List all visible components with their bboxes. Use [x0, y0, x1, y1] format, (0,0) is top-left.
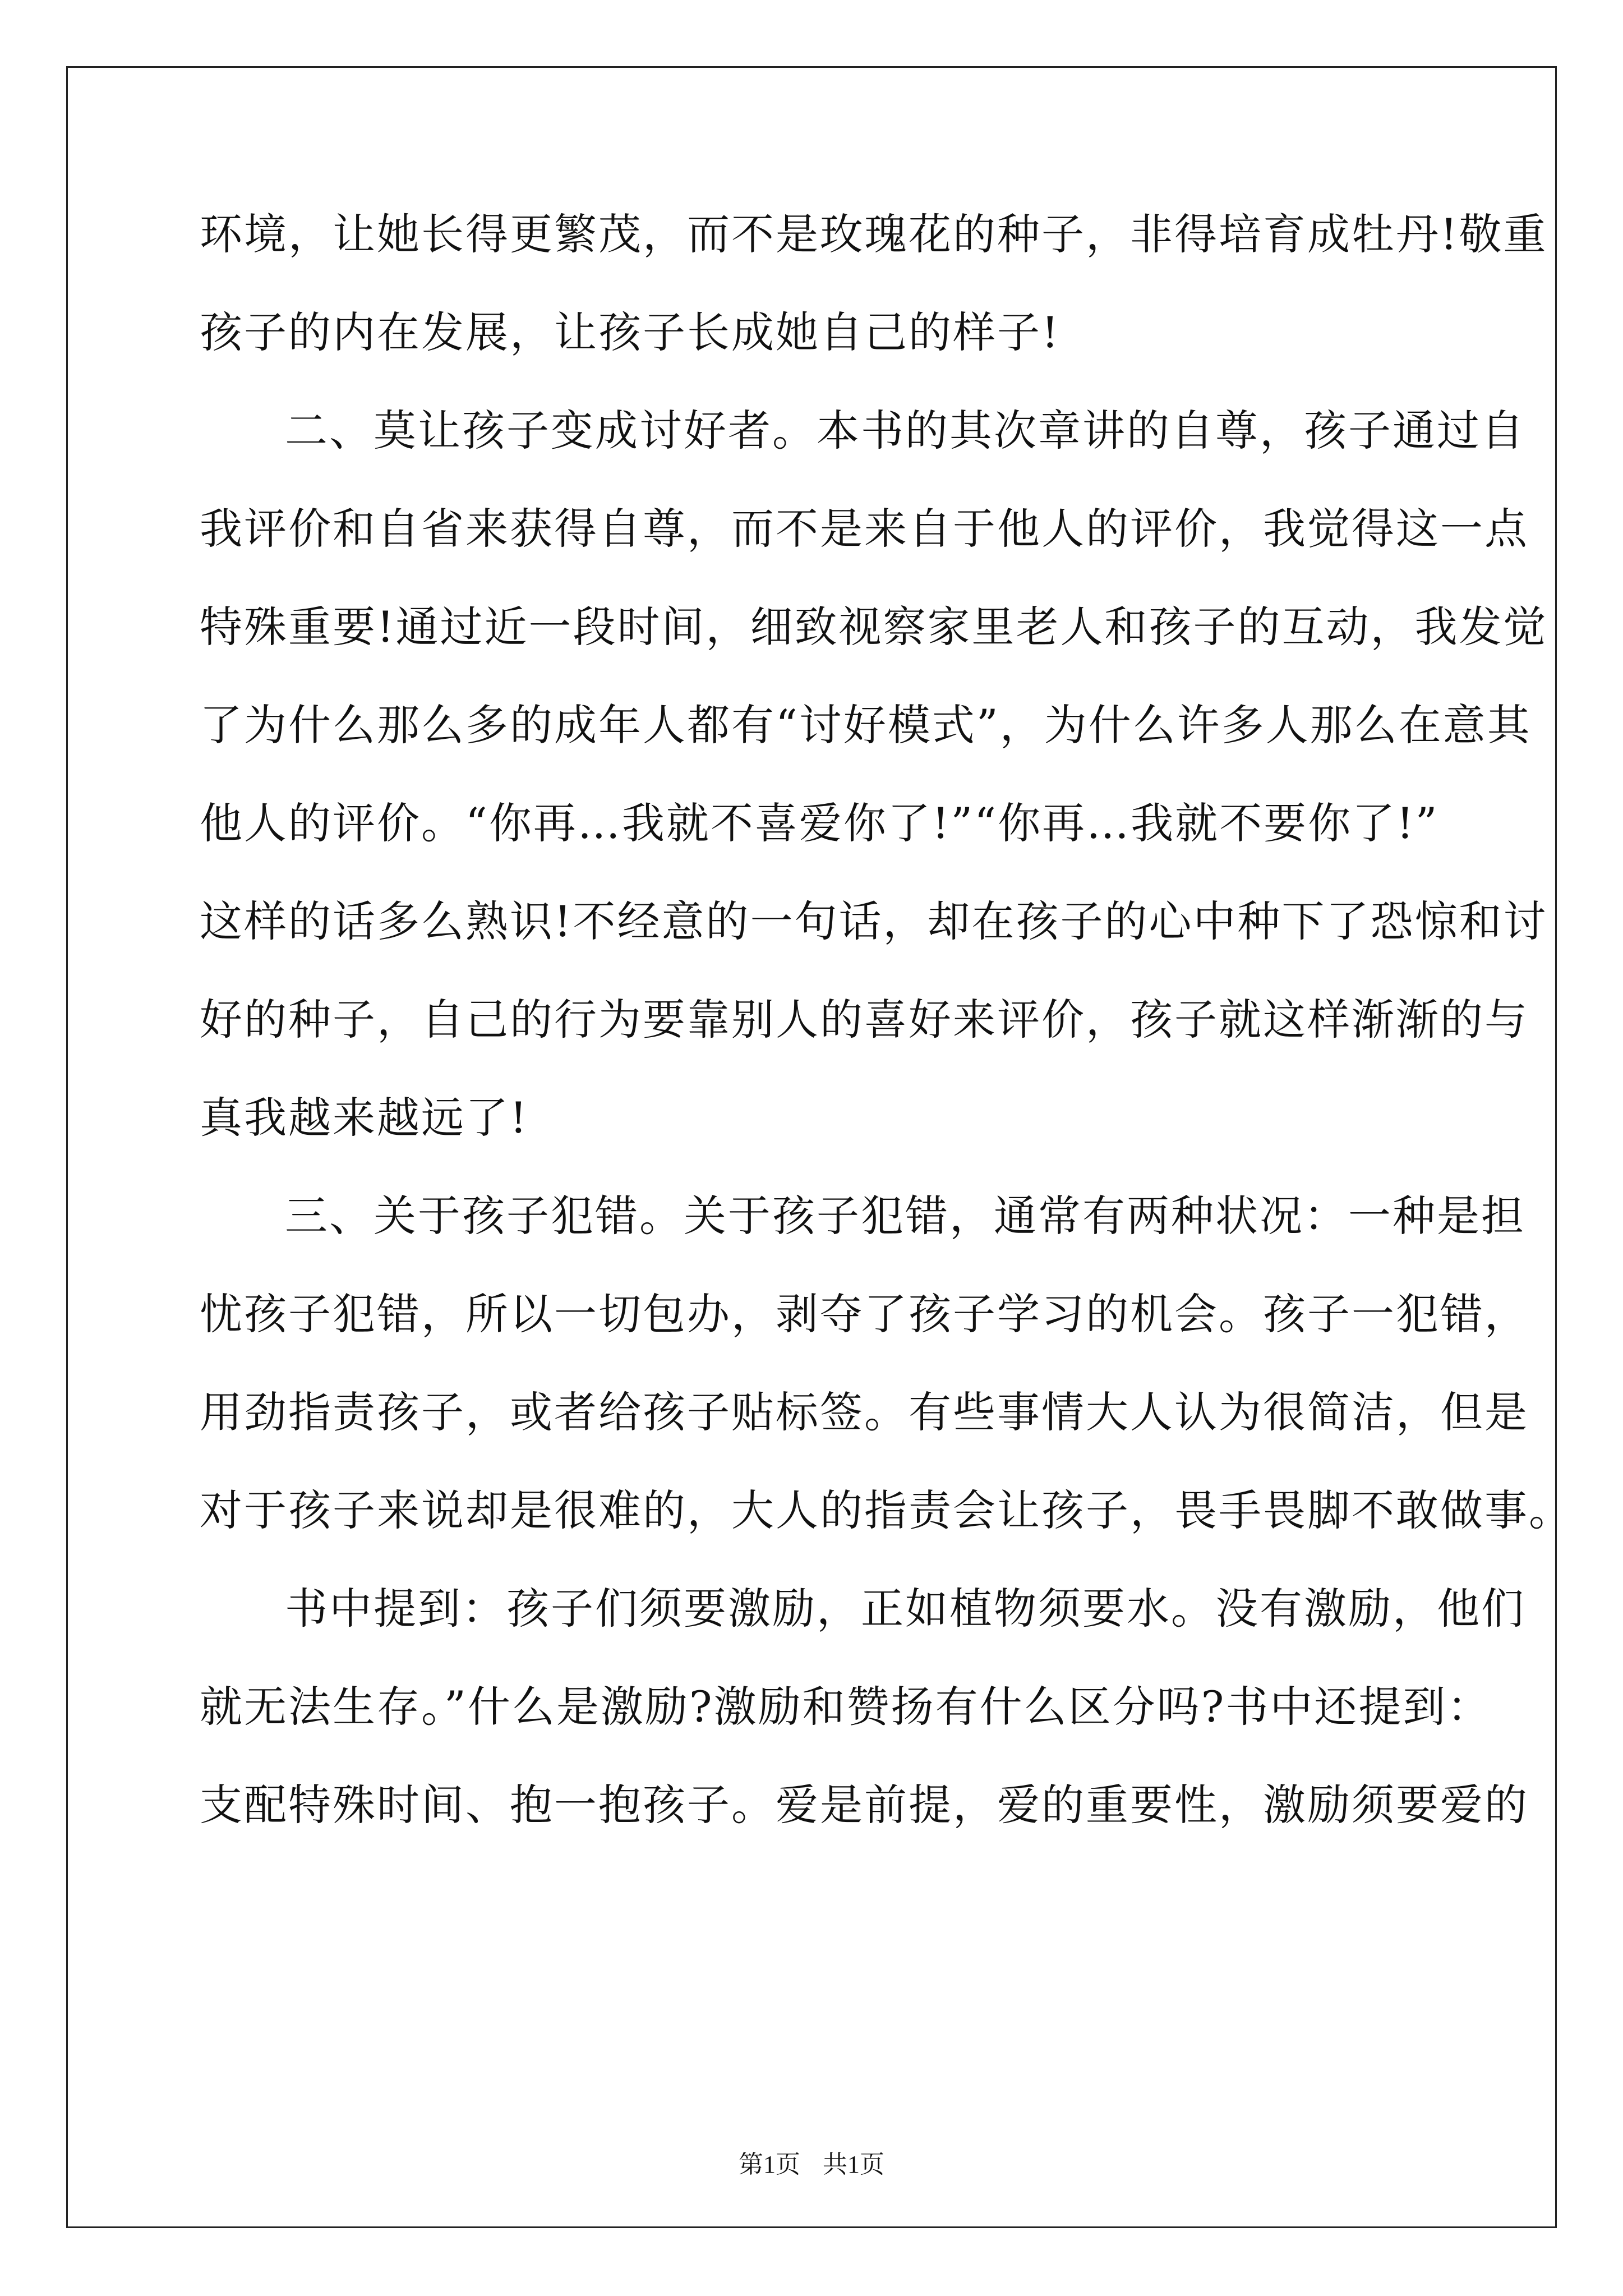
text-line-3: 二、莫让孩子变成讨好者。本书的其次章讲的自尊，孩子通过自: [285, 406, 1525, 455]
text-line-10: 真我越来越远了!: [200, 1093, 529, 1143]
page-number-total: 共1页: [823, 2151, 884, 2178]
text-line-16: 就无法生存。”什么是激励?激励和赞扬有什么区分吗?书中还提到：: [200, 1682, 1492, 1732]
text-line-1: 环境，让她长得更繁茂，而不是玫瑰花的种子，非得培育成牡丹!敬重: [200, 209, 1548, 259]
text-line-2: 孩子的内在发展，让孩子长成她自己的样子!: [200, 307, 1061, 357]
text-line-7: 他人的评价。“你再…我就不喜爱你了!”“你再…我就不要你了!”: [200, 798, 1439, 848]
text-line-6: 了为什么那么多的成年人都有“讨好模式”，为什么许多人那么在意其: [200, 700, 1532, 750]
text-line-14: 对于孩子来说却是很难的，大人的指责会让孩子，畏手畏脚不敢做事。: [200, 1485, 1573, 1535]
text-line-5: 特殊重要!通过近一段时间，细致视察家里老人和孩子的互动，我发觉: [200, 602, 1548, 652]
text-line-8: 这样的话多么熟识!不经意的一句话，却在孩子的心中种下了恐惊和讨: [200, 896, 1548, 946]
body-text: [200, 185, 1573, 1854]
page-footer: [0, 2144, 1623, 2180]
text-line-17: 支配特殊时间、抱一抱孩子。爱是前提，爱的重要性，激励须要爱的: [200, 1780, 1529, 1830]
text-line-11: 三、关于孩子犯错。关于孩子犯错，通常有两种状况：一种是担: [285, 1191, 1525, 1241]
text-line-4: 我评价和自省来获得自尊，而不是来自于他人的评价，我觉得这一点: [200, 504, 1529, 554]
text-line-13: 用劲指责孩子，或者给孩子贴标签。有些事情大人认为很简洁，但是: [200, 1387, 1529, 1437]
text-line-15: 书中提到：孩子们须要激励，正如植物须要水。没有激励，他们: [285, 1584, 1525, 1634]
page-number-current: 第1页: [739, 2151, 800, 2178]
text-line-12: 忧孩子犯错，所以一切包办，剥夺了孩子学习的机会。孩子一犯错，: [200, 1289, 1529, 1339]
text-line-9: 好的种子，自己的行为要靠别人的喜好来评价，孩子就这样渐渐的与: [200, 995, 1529, 1045]
